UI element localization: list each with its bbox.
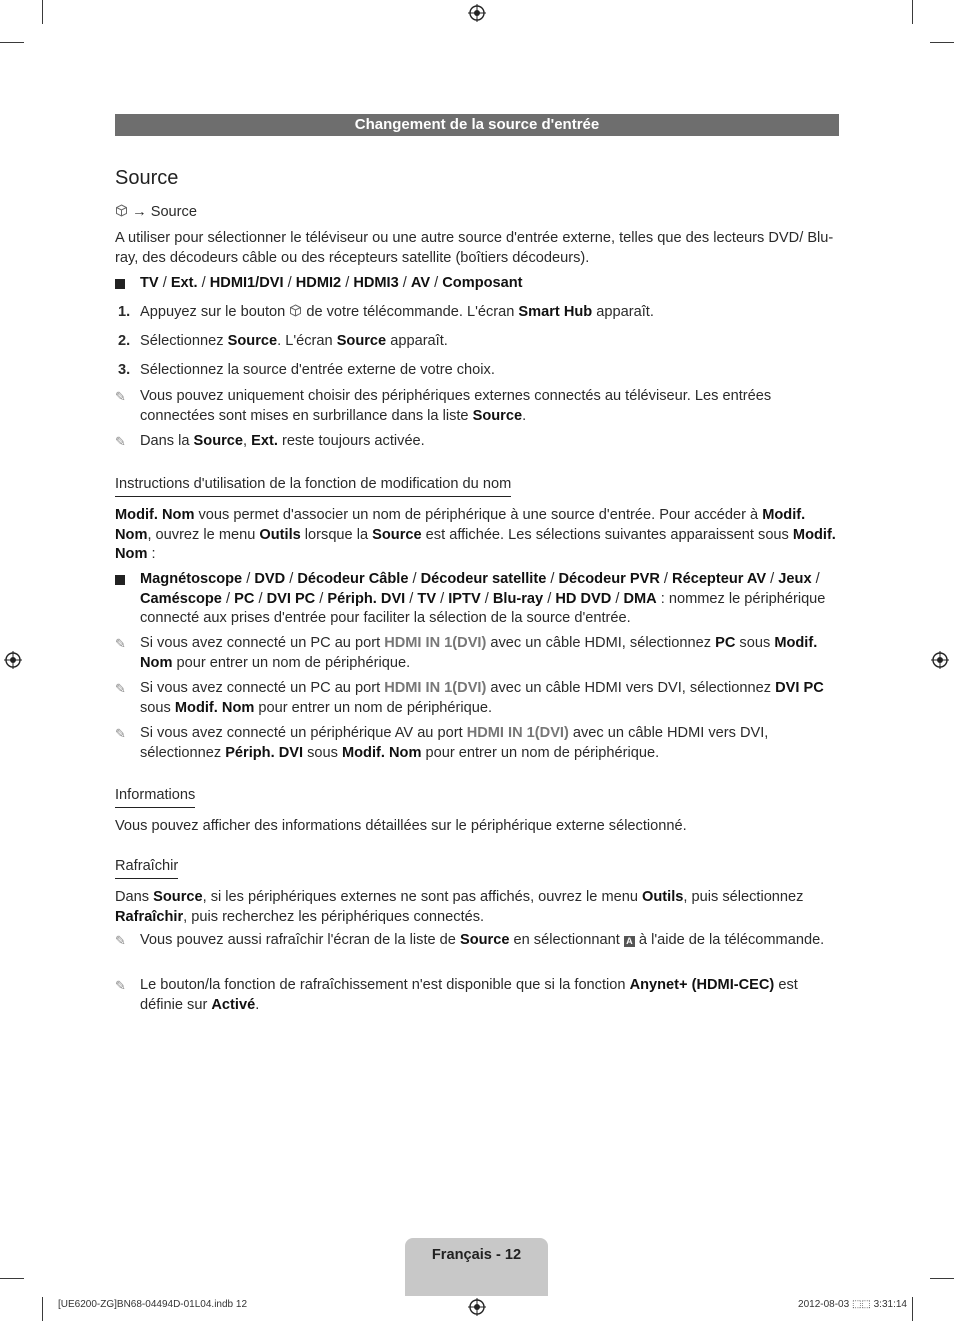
step-number: 3. <box>118 362 131 378</box>
registration-mark-icon <box>931 651 949 669</box>
registration-mark-icon <box>4 651 22 669</box>
crop-mark <box>42 1297 43 1321</box>
intro-paragraph: A utiliser pour sélectionner le téléviseur ou une autre source d'entrée externe, telles que des lecteurs DVD/ Blu-ray, des décodeurs câble ou des récepteurs satellite (boîtiers décodeurs). <box>115 230 834 266</box>
page-title: Source <box>115 167 179 189</box>
imprint-date: 2012-08-03 ⬚⬚ 3:31:14 <box>798 1299 907 1310</box>
note-pencil-icon: ✎ <box>115 636 126 651</box>
note-item <box>115 387 839 426</box>
note-pencil-icon: ✎ <box>115 681 126 696</box>
note-item <box>115 432 839 452</box>
subheading-rename: Instructions d'utilisation de la fonction de modification du nom <box>115 475 511 497</box>
rename-intro: Modif. Nom vous permet d'associer un nom de périphérique à une source d'entrée. Pour accéder à Modif. Nom, ouvrez le menu Outils lorsque la Source est affichée. Les sélections suivantes apparaissent sous Modif. Nom : <box>115 507 836 562</box>
smart-hub-icon <box>115 204 128 217</box>
crop-mark <box>42 0 43 24</box>
crop-mark <box>912 1297 913 1321</box>
menu-path-text: → Source <box>132 204 197 220</box>
note-pencil-icon: ✎ <box>115 726 126 741</box>
registration-mark-icon <box>468 4 486 22</box>
step-text: Sélectionnez la source d'entrée externe de votre choix. <box>140 362 495 378</box>
note-item <box>115 634 839 673</box>
note-item <box>115 679 839 718</box>
note-text: Dans la Source, Ext. reste toujours activée. <box>140 433 425 449</box>
rename-list <box>115 570 839 629</box>
note-item <box>115 976 839 1015</box>
section-banner: Changement de la source d'entrée <box>115 114 839 136</box>
crop-mark <box>930 1278 954 1279</box>
note-text: Si vous avez connecté un périphérique AV au port HDMI IN 1(DVI) avec un câble HDMI vers DVI, sélectionnez Périph. DVI sous Modif. Nom pour entrer un nom de périphérique. <box>140 725 769 761</box>
sources-list <box>115 274 839 296</box>
subheading-refresh: Rafraîchir <box>115 857 178 879</box>
note-text: Si vous avez connecté un PC au port HDMI IN 1(DVI) avec un câble HDMI, sélectionnez PC sous Modif. Nom pour entrer un nom de périphérique. <box>140 635 818 671</box>
crop-mark <box>0 1278 24 1279</box>
step-number: 1. <box>118 304 131 320</box>
step-item <box>115 361 839 381</box>
crop-mark <box>0 42 24 43</box>
note-pencil-icon: ✎ <box>115 933 126 948</box>
step-item <box>115 303 839 323</box>
note-pencil-icon: ✎ <box>115 978 126 993</box>
imprint-file: [UE6200-ZG]BN68-04494D-01L04.indb 12 <box>58 1299 248 1310</box>
smart-hub-icon <box>289 304 302 317</box>
crop-mark <box>912 0 913 24</box>
note-item <box>115 724 839 763</box>
note-item <box>115 931 839 951</box>
note-text: Si vous avez connecté un PC au port HDMI IN 1(DVI) avec un câble HDMI vers DVI, sélectionnez DVI PC sous Modif. Nom pour entrer un nom de périphérique. <box>140 680 824 716</box>
a-button-icon: A <box>624 936 635 947</box>
crop-mark <box>930 42 954 43</box>
refresh-text: Dans Source, si les périphériques externes ne sont pas affichés, ouvrez le menu Outils, puis sélectionnez Rafraîchir, puis recherchez les périphériques connectés. <box>115 889 804 925</box>
info-text: Vous pouvez afficher des informations détaillées sur le périphérique externe sélectionné. <box>115 818 687 834</box>
step-text: Sélectionnez Source. L'écran Source apparaît. <box>140 333 448 349</box>
sources-text: TV / Ext. / HDMI1/DVI / HDMI2 / HDMI3 / AV / Composant <box>140 275 523 291</box>
bullet-square-icon <box>115 575 125 585</box>
note-text: Le bouton/la fonction de rafraîchissement n'est disponible que si la fonction Anynet+ (HDMI-CEC) est définie sur Activé. <box>140 977 798 1013</box>
bullet-square-icon <box>115 279 125 289</box>
page-number-tab: Français - 12 <box>405 1238 548 1296</box>
menu-path <box>115 203 839 223</box>
step-item <box>115 332 839 352</box>
registration-mark-icon <box>468 1298 486 1316</box>
note-pencil-icon: ✎ <box>115 389 126 404</box>
rename-list-text: Magnétoscope / DVD / Décodeur Câble / Décodeur satellite / Décodeur PVR / Récepteur AV / Jeux / Caméscope / PC / DVI PC / Périph. DVI / TV / IPTV / Blu-ray / HD DVD / DMA : nommez le périphérique connecté aux prises d'entrée pour faciliter la sélection de la source d'entrée. <box>140 571 826 626</box>
note-text: Vous pouvez uniquement choisir des périphériques externes connectés au téléviseur. Les entrées connectées sont mises en surbrillance dans la liste Source. <box>140 388 772 424</box>
subheading-informations: Informations <box>115 786 195 808</box>
step-text: Appuyez sur le bouton de votre télécommande. L'écran Smart Hub apparaît. <box>140 304 654 320</box>
note-pencil-icon: ✎ <box>115 434 126 449</box>
note-text: Vous pouvez aussi rafraîchir l'écran de la liste de Source en sélectionnant A à l'aide de la télécommande. <box>140 932 825 948</box>
step-number: 2. <box>118 333 131 349</box>
